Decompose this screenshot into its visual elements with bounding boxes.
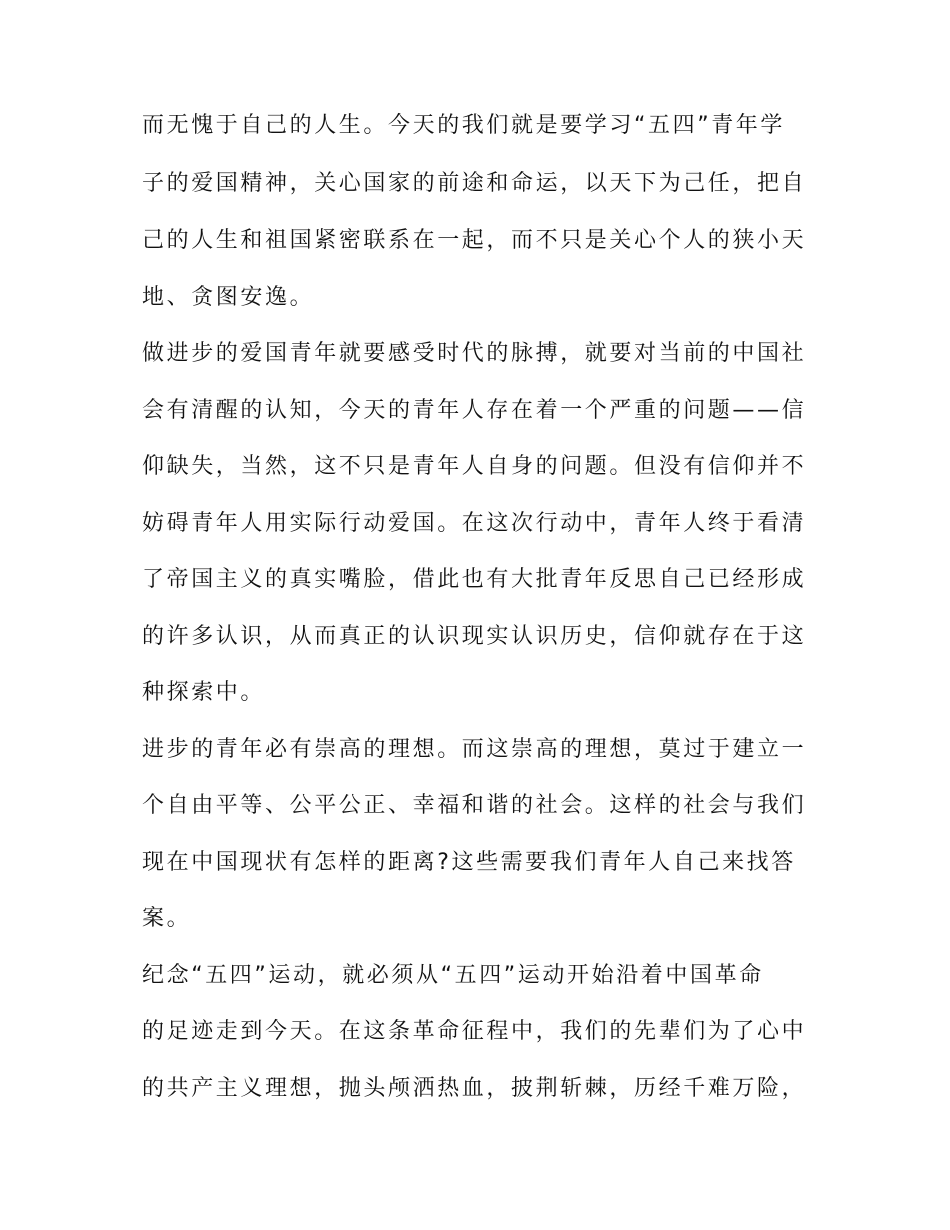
- text-line: 个自由平等、公平公正、幸福和谐的社会。这样的社会与我们: [142, 793, 807, 818]
- text-line: 的共产主义理想，抛头颅洒热血，披荆斩棘，历经千难万险，: [142, 1076, 807, 1101]
- text-line: 而无愧于自己的人生。今天的我们就是要学习“五四”青年学: [142, 113, 785, 138]
- text-line: 种探索中。: [142, 680, 266, 705]
- text-line: 仰缺失，当然，这不只是青年人自身的问题。但没有信仰并不: [142, 454, 807, 479]
- text-line: 会有清醒的认知，今天的青年人存在着一个严重的问题——信: [142, 398, 807, 423]
- text-line: 妨碍青年人用实际行动爱国。在这次行动中，青年人终于看清: [142, 511, 807, 536]
- text-line: 的许多认识，从而真正的认识现实认识历史，信仰就存在于这: [142, 624, 807, 649]
- text-line: 现在中国现状有怎样的距离?这些需要我们青年人自己来找答: [142, 850, 796, 875]
- text-line: 子的爱国精神，关心国家的前途和命运，以天下为己任，把自: [142, 171, 807, 196]
- text-line: 己的人生和祖国紧密联系在一起，而不只是关心个人的狭小天: [142, 228, 807, 253]
- text-line: 了帝国主义的真实嘴脸，借此也有大批青年反思自己已经形成: [142, 567, 807, 592]
- text-line: 案。: [142, 906, 192, 931]
- text-line: 纪念“五四”运动，就必须从“五四”运动开始沿着中国革命: [142, 963, 764, 988]
- text-line: 地、贪图安逸。: [142, 285, 315, 310]
- text-line: 做进步的爱国青年就要感受时代的脉搏，就要对当前的中国社: [142, 341, 807, 366]
- text-line: 的足迹走到今天。在这条革命征程中，我们的先辈们为了心中: [142, 1019, 807, 1044]
- text-line: 进步的青年必有崇高的理想。而这崇高的理想，莫过于建立一: [142, 737, 807, 762]
